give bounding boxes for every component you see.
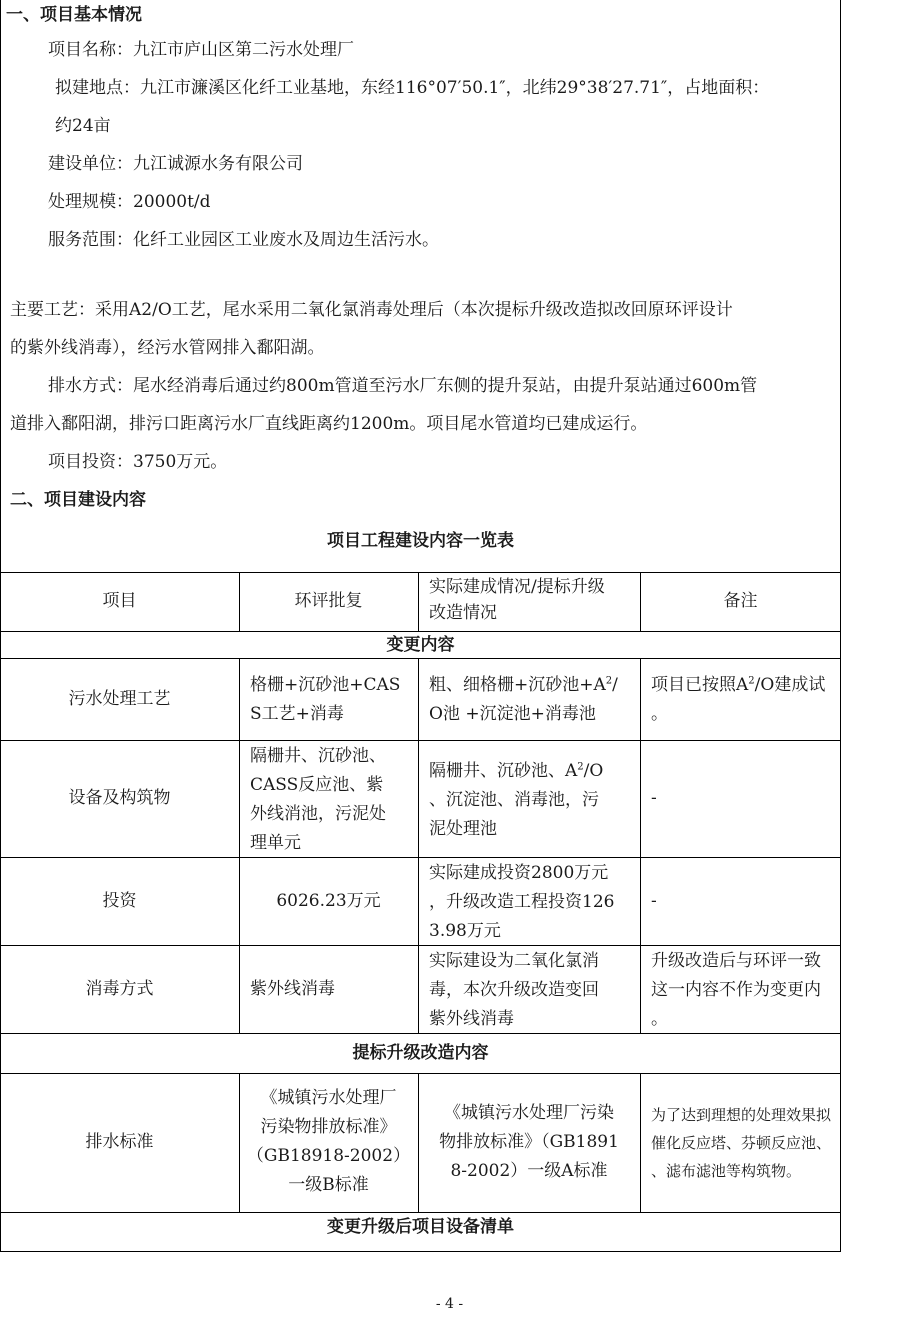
cell-line: 、滤布滤池等构筑物。 [651,1162,802,1180]
cell-line: 物排放标准》（GB1891 [439,1132,619,1152]
cell-text: 粗、细格栅+沉砂池+A [429,675,606,695]
cell-line: 一级B标准 [288,1175,369,1195]
row4-item: 消毒方式 [85,978,154,999]
upgrade-approval [239,1084,418,1200]
cell-line: 升级改造后与环评一致 [651,951,821,971]
row1-actual [429,671,639,729]
cell-line [429,671,639,700]
superscript: 2 [605,675,613,687]
cell-line: 这一内容不作为变更内 [651,980,821,1000]
table-col-line [640,658,641,1033]
row4-remark [651,947,841,1034]
discharge-line1: 排水方式：尾水经消毒后通过约800m管道至污水厂东侧的提升泵站，由提升泵站通过600m管 [48,376,758,396]
service-scope: 服务范围：化纤工业园区工业废水及周边生活污水。 [48,230,439,250]
investment: 项目投资：3750万元。 [48,452,228,472]
table-col-line [239,658,240,1033]
section-upgrade-heading: 提标升级改造内容 [352,1043,489,1063]
header-remark: 备注 [723,591,758,611]
row3-approval: 6026.23万元 [276,890,381,911]
discharge-line2: 道排入鄱阳湖，排污口距离污水厂直线距离约1200m。项目尾水管道均已建成运行。 [10,414,648,434]
cell-line: 《城镇污水处理厂 [260,1088,397,1108]
section2-heading: 二、项目建设内容 [10,490,146,510]
row2-approval [250,742,418,858]
cell-line: （GB18918-2002） [246,1146,411,1166]
row1-item: 污水处理工艺 [68,688,171,709]
process-line1: 主要工艺：采用A2/O工艺，尾水采用二氧化氯消毒处理后（本次提标升级改造拟改回原环评设计 [10,300,733,320]
cell-line: 8-2002）一级A标准 [450,1161,608,1181]
cell-line: 外线消池，污泥处 [250,804,386,824]
row4-approval: 紫外线消毒 [250,978,335,999]
superscript: 2 [748,675,755,687]
cell-line: 《城镇污水处理厂污染 [444,1103,614,1123]
cell-line: 。 [651,704,668,724]
scale: 处理规模：20000t/d [48,192,211,212]
row1-remark [651,671,841,729]
section-change-heading: 变更内容 [386,635,455,655]
cell-line: 为了达到理想的处理效果拟 [651,1106,832,1124]
cell-line: 泥处理池 [429,819,497,839]
table-title: 项目工程建设内容一览表 [327,531,514,551]
section-list-heading: 变更升级后项目设备清单 [327,1217,514,1237]
row3-actual [429,859,639,946]
cell-text: 隔栅井、沉砂池、A [429,761,578,781]
cell-line: S工艺+消毒 [250,704,344,724]
header-approval: 环评批复 [294,591,363,611]
cell-line: 3.98万元 [429,921,501,941]
row1-approval [250,671,415,729]
cell-text: / [612,675,618,695]
cell-line: 。 [651,1009,668,1029]
cell-text: /O [583,761,604,781]
table-line [0,1212,841,1213]
table-col-line [418,658,419,1033]
cell-line: 理单元 [250,833,301,853]
row2-item: 设备及构筑物 [68,788,171,808]
cell-line: 毒，本次升级改造变回 [429,980,599,1000]
cell-line: 实际建成投资2800万元 [429,863,609,883]
cell-line: 紫外线消毒 [429,1009,514,1029]
process-line2: 的紫外线消毒），经污水管网排入鄱阳湖。 [10,338,325,358]
row3-item: 投资 [102,890,137,911]
cell-line: CASS反应池、紫 [250,775,384,795]
row4-actual [429,947,639,1034]
builder: 建设单位：九江诚源水务有限公司 [48,154,303,174]
cell-text: 项目已按照A [651,675,749,695]
section1-heading: 一、项目基本情况 [6,5,142,25]
project-name: 项目名称：九江市庐山区第二污水处理厂 [48,40,354,60]
row3-remark: - [651,890,657,911]
header-actual-line2: 改造情况 [429,603,497,623]
upgrade-item: 排水标准 [85,1132,154,1152]
cell-line: 、沉淀池、消毒池，污 [429,790,599,810]
header-actual-line1: 实际建成情况/提标升级 [429,577,605,597]
cell-line: 隔栅井、沉砂池、 [250,746,386,766]
upgrade-remark [651,1101,841,1185]
cell-line: ，升级改造工程投资126 [429,892,615,912]
cell-line: 催化反应塔、芬顿反应池、 [651,1134,832,1152]
table-col-line [640,1073,641,1212]
cell-text: /O建成试 [754,675,826,695]
cell-line: 实际建设为二氧化氯消 [429,951,599,971]
cell-line [651,671,841,700]
cell-line: 格栅+沉砂池+CAS [250,675,401,695]
header-actual [418,574,640,631]
location-line1: 拟建地点：九江市濂溪区化纤工业基地，东经116°07′50.1″，北纬29°38′27.71″，占地面积： [55,78,770,98]
cell-line: 污染物排放标准》 [260,1117,397,1137]
location-line2: 约24亩 [55,116,111,136]
upgrade-actual [418,1099,640,1186]
page-number: - 4 - [435,1296,464,1312]
header-item: 项目 [102,591,137,611]
superscript: 2 [577,761,584,773]
row2-remark: - [651,788,657,808]
cell-line: O池 +沉淀池+消毒池 [429,704,596,724]
cell-line [429,757,639,786]
row2-actual [429,757,639,844]
